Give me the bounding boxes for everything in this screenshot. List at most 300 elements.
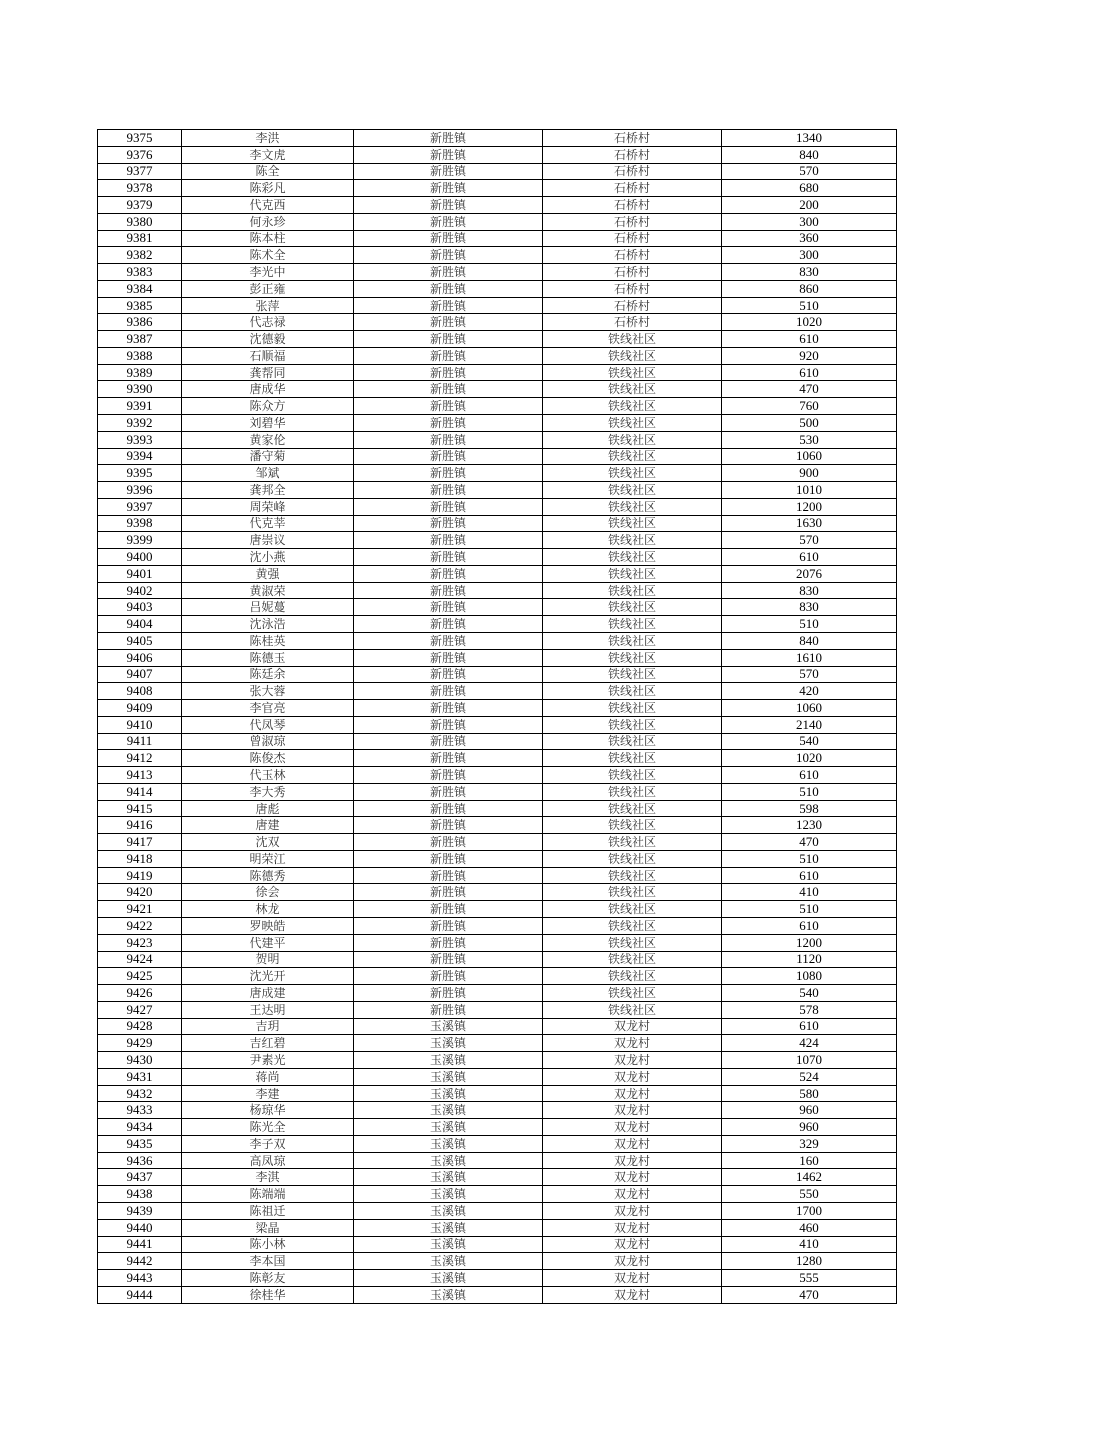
table-row: [98, 213, 897, 230]
person-name-cell: 张大蓉: [182, 683, 354, 700]
person-name-cell: 刘碧华: [182, 415, 354, 432]
amount-cell: 1020: [722, 314, 897, 331]
row-number-cell: 9385: [98, 297, 182, 314]
amount-cell: 1060: [722, 700, 897, 717]
village-name-cell: 石桥村: [543, 264, 722, 281]
row-number-cell: 9418: [98, 850, 182, 867]
table-row: [98, 1102, 897, 1119]
village-name-cell: 铁线社区: [543, 800, 722, 817]
town-name-cell: 新胜镇: [354, 381, 543, 398]
town-name-cell: 新胜镇: [354, 213, 543, 230]
person-name-cell: 陈德秀: [182, 867, 354, 884]
person-name-cell: 代建平: [182, 934, 354, 951]
person-name-cell: 黄淑荣: [182, 582, 354, 599]
village-name-cell: 双龙村: [543, 1018, 722, 1035]
amount-cell: 830: [722, 264, 897, 281]
person-name-cell: 梁晶: [182, 1219, 354, 1236]
town-name-cell: 新胜镇: [354, 901, 543, 918]
row-number-cell: 9439: [98, 1203, 182, 1220]
village-name-cell: 石桥村: [543, 146, 722, 163]
person-name-cell: 何永珍: [182, 213, 354, 230]
village-name-cell: 铁线社区: [543, 599, 722, 616]
table-row: [98, 230, 897, 247]
village-name-cell: 铁线社区: [543, 532, 722, 549]
village-name-cell: 双龙村: [543, 1169, 722, 1186]
row-number-cell: 9403: [98, 599, 182, 616]
village-name-cell: 铁线社区: [543, 733, 722, 750]
town-name-cell: 新胜镇: [354, 448, 543, 465]
town-name-cell: 新胜镇: [354, 867, 543, 884]
town-name-cell: 新胜镇: [354, 364, 543, 381]
town-name-cell: 新胜镇: [354, 549, 543, 566]
village-name-cell: 双龙村: [543, 1035, 722, 1052]
table-row: [98, 465, 897, 482]
row-number-cell: 9396: [98, 482, 182, 499]
row-number-cell: 9409: [98, 700, 182, 717]
row-number-cell: 9429: [98, 1035, 182, 1052]
person-name-cell: 陈术全: [182, 247, 354, 264]
amount-cell: 1020: [722, 750, 897, 767]
town-name-cell: 新胜镇: [354, 968, 543, 985]
town-name-cell: 新胜镇: [354, 565, 543, 582]
person-name-cell: 沈泳浩: [182, 616, 354, 633]
row-number-cell: 9416: [98, 817, 182, 834]
table-row: [98, 431, 897, 448]
village-name-cell: 铁线社区: [543, 331, 722, 348]
amount-cell: 960: [722, 1119, 897, 1136]
table-row: [98, 331, 897, 348]
amount-cell: 410: [722, 884, 897, 901]
person-name-cell: 陈众方: [182, 398, 354, 415]
table-row: [98, 1236, 897, 1253]
table-row: [98, 716, 897, 733]
person-name-cell: 李文虎: [182, 146, 354, 163]
village-name-cell: 铁线社区: [543, 750, 722, 767]
person-name-cell: 李官亮: [182, 700, 354, 717]
row-number-cell: 9426: [98, 985, 182, 1002]
village-name-cell: 铁线社区: [543, 666, 722, 683]
amount-cell: 329: [722, 1135, 897, 1152]
amount-cell: 360: [722, 230, 897, 247]
person-name-cell: 杨琼华: [182, 1102, 354, 1119]
person-name-cell: 吉玥: [182, 1018, 354, 1035]
town-name-cell: 玉溪镇: [354, 1270, 543, 1287]
amount-cell: 1060: [722, 448, 897, 465]
table-row: [98, 1186, 897, 1203]
village-name-cell: 铁线社区: [543, 683, 722, 700]
row-number-cell: 9415: [98, 800, 182, 817]
row-number-cell: 9379: [98, 197, 182, 214]
village-name-cell: 石桥村: [543, 230, 722, 247]
village-name-cell: 铁线社区: [543, 867, 722, 884]
amount-cell: 840: [722, 632, 897, 649]
table-row: [98, 1270, 897, 1287]
village-name-cell: 铁线社区: [543, 951, 722, 968]
person-name-cell: 龚帮同: [182, 364, 354, 381]
town-name-cell: 玉溪镇: [354, 1169, 543, 1186]
person-name-cell: 李大秀: [182, 783, 354, 800]
town-name-cell: 新胜镇: [354, 146, 543, 163]
table-row: [98, 448, 897, 465]
amount-cell: 530: [722, 431, 897, 448]
table-row: [98, 783, 897, 800]
village-name-cell: 双龙村: [543, 1236, 722, 1253]
table-row: [98, 498, 897, 515]
town-name-cell: 新胜镇: [354, 347, 543, 364]
amount-cell: 510: [722, 297, 897, 314]
row-number-cell: 9391: [98, 398, 182, 415]
amount-cell: 160: [722, 1152, 897, 1169]
person-name-cell: 陈桂英: [182, 632, 354, 649]
town-name-cell: 新胜镇: [354, 716, 543, 733]
person-name-cell: 龚邦全: [182, 482, 354, 499]
town-name-cell: 玉溪镇: [354, 1219, 543, 1236]
table-row: [98, 683, 897, 700]
table-row: [98, 1286, 897, 1303]
town-name-cell: 新胜镇: [354, 834, 543, 851]
row-number-cell: 9411: [98, 733, 182, 750]
table-row: [98, 616, 897, 633]
row-number-cell: 9440: [98, 1219, 182, 1236]
row-number-cell: 9376: [98, 146, 182, 163]
town-name-cell: 新胜镇: [354, 666, 543, 683]
row-number-cell: 9382: [98, 247, 182, 264]
amount-cell: 470: [722, 834, 897, 851]
person-name-cell: 李建: [182, 1085, 354, 1102]
amount-cell: 610: [722, 331, 897, 348]
row-number-cell: 9377: [98, 163, 182, 180]
village-name-cell: 双龙村: [543, 1102, 722, 1119]
person-name-cell: 黄家伦: [182, 431, 354, 448]
town-name-cell: 新胜镇: [354, 750, 543, 767]
amount-cell: 610: [722, 549, 897, 566]
table-row: [98, 1169, 897, 1186]
table-row: [98, 398, 897, 415]
row-number-cell: 9432: [98, 1085, 182, 1102]
table-row: [98, 800, 897, 817]
village-name-cell: 铁线社区: [543, 431, 722, 448]
table-row: [98, 314, 897, 331]
amount-cell: 570: [722, 532, 897, 549]
row-number-cell: 9397: [98, 498, 182, 515]
row-number-cell: 9424: [98, 951, 182, 968]
table-row: [98, 146, 897, 163]
row-number-cell: 9402: [98, 582, 182, 599]
amount-cell: 300: [722, 247, 897, 264]
person-name-cell: 罗映皓: [182, 917, 354, 934]
person-name-cell: 徐桂华: [182, 1286, 354, 1303]
row-number-cell: 9412: [98, 750, 182, 767]
row-number-cell: 9375: [98, 130, 182, 147]
person-name-cell: 陈本柱: [182, 230, 354, 247]
town-name-cell: 新胜镇: [354, 465, 543, 482]
table-row: [98, 130, 897, 147]
town-name-cell: 玉溪镇: [354, 1253, 543, 1270]
amount-cell: 680: [722, 180, 897, 197]
village-name-cell: 铁线社区: [543, 649, 722, 666]
amount-cell: 470: [722, 381, 897, 398]
amount-cell: 1010: [722, 482, 897, 499]
town-name-cell: 新胜镇: [354, 616, 543, 633]
person-name-cell: 陈光全: [182, 1119, 354, 1136]
row-number-cell: 9406: [98, 649, 182, 666]
town-name-cell: 新胜镇: [354, 800, 543, 817]
row-number-cell: 9444: [98, 1286, 182, 1303]
amount-cell: 200: [722, 197, 897, 214]
person-name-cell: 陈全: [182, 163, 354, 180]
town-name-cell: 玉溪镇: [354, 1102, 543, 1119]
person-name-cell: 代玉林: [182, 767, 354, 784]
person-name-cell: 沈小燕: [182, 549, 354, 566]
town-name-cell: 新胜镇: [354, 700, 543, 717]
village-name-cell: 铁线社区: [543, 767, 722, 784]
table-row: [98, 934, 897, 951]
village-name-cell: 双龙村: [543, 1270, 722, 1287]
town-name-cell: 玉溪镇: [354, 1085, 543, 1102]
village-name-cell: 铁线社区: [543, 415, 722, 432]
town-name-cell: 新胜镇: [354, 917, 543, 934]
table-row: [98, 381, 897, 398]
row-number-cell: 9443: [98, 1270, 182, 1287]
person-name-cell: 陈廷余: [182, 666, 354, 683]
person-name-cell: 潘守菊: [182, 448, 354, 465]
village-name-cell: 铁线社区: [543, 465, 722, 482]
person-name-cell: 李子双: [182, 1135, 354, 1152]
row-number-cell: 9388: [98, 347, 182, 364]
row-number-cell: 9395: [98, 465, 182, 482]
table-row: [98, 1203, 897, 1220]
village-name-cell: 铁线社区: [543, 917, 722, 934]
amount-cell: 510: [722, 850, 897, 867]
table-row: [98, 901, 897, 918]
row-number-cell: 9410: [98, 716, 182, 733]
town-name-cell: 玉溪镇: [354, 1068, 543, 1085]
village-name-cell: 铁线社区: [543, 884, 722, 901]
person-name-cell: 石顺福: [182, 347, 354, 364]
person-name-cell: 吉红碧: [182, 1035, 354, 1052]
row-number-cell: 9422: [98, 917, 182, 934]
town-name-cell: 新胜镇: [354, 331, 543, 348]
row-number-cell: 9378: [98, 180, 182, 197]
person-name-cell: 徐会: [182, 884, 354, 901]
person-name-cell: 邹斌: [182, 465, 354, 482]
town-name-cell: 玉溪镇: [354, 1052, 543, 1069]
row-number-cell: 9428: [98, 1018, 182, 1035]
table-row: [98, 1119, 897, 1136]
village-name-cell: 石桥村: [543, 163, 722, 180]
village-name-cell: 铁线社区: [543, 448, 722, 465]
amount-cell: 410: [722, 1236, 897, 1253]
village-name-cell: 铁线社区: [543, 616, 722, 633]
table-row: [98, 347, 897, 364]
person-name-cell: 李淇: [182, 1169, 354, 1186]
person-name-cell: 唐崇议: [182, 532, 354, 549]
table-row: [98, 247, 897, 264]
person-name-cell: 明荣江: [182, 850, 354, 867]
table-row: [98, 163, 897, 180]
row-number-cell: 9430: [98, 1052, 182, 1069]
amount-cell: 1280: [722, 1253, 897, 1270]
table-row: [98, 850, 897, 867]
town-name-cell: 新胜镇: [354, 951, 543, 968]
village-name-cell: 铁线社区: [543, 716, 722, 733]
village-name-cell: 铁线社区: [543, 498, 722, 515]
table-row: [98, 364, 897, 381]
row-number-cell: 9399: [98, 532, 182, 549]
table-row: [98, 750, 897, 767]
person-name-cell: 代凤琴: [182, 716, 354, 733]
row-number-cell: 9419: [98, 867, 182, 884]
town-name-cell: 新胜镇: [354, 582, 543, 599]
person-name-cell: 沈德毅: [182, 331, 354, 348]
town-name-cell: 玉溪镇: [354, 1186, 543, 1203]
amount-cell: 1230: [722, 817, 897, 834]
row-number-cell: 9437: [98, 1169, 182, 1186]
town-name-cell: 玉溪镇: [354, 1286, 543, 1303]
village-name-cell: 铁线社区: [543, 817, 722, 834]
town-name-cell: 新胜镇: [354, 884, 543, 901]
amount-cell: 1462: [722, 1169, 897, 1186]
town-name-cell: 新胜镇: [354, 632, 543, 649]
village-name-cell: 铁线社区: [543, 398, 722, 415]
amount-cell: 610: [722, 364, 897, 381]
amount-cell: 1200: [722, 498, 897, 515]
amount-cell: 860: [722, 280, 897, 297]
row-number-cell: 9381: [98, 230, 182, 247]
row-number-cell: 9404: [98, 616, 182, 633]
person-name-cell: 唐成建: [182, 985, 354, 1002]
amount-cell: 610: [722, 767, 897, 784]
village-name-cell: 双龙村: [543, 1152, 722, 1169]
amount-cell: 840: [722, 146, 897, 163]
village-name-cell: 双龙村: [543, 1119, 722, 1136]
amount-cell: 510: [722, 783, 897, 800]
table-row: [98, 767, 897, 784]
row-number-cell: 9427: [98, 1001, 182, 1018]
table-row: [98, 582, 897, 599]
town-name-cell: 新胜镇: [354, 515, 543, 532]
amount-cell: 570: [722, 163, 897, 180]
town-name-cell: 新胜镇: [354, 817, 543, 834]
table-row: [98, 666, 897, 683]
town-name-cell: 玉溪镇: [354, 1203, 543, 1220]
village-name-cell: 双龙村: [543, 1203, 722, 1220]
town-name-cell: 玉溪镇: [354, 1035, 543, 1052]
village-name-cell: 双龙村: [543, 1135, 722, 1152]
row-number-cell: 9392: [98, 415, 182, 432]
village-name-cell: 石桥村: [543, 197, 722, 214]
row-number-cell: 9438: [98, 1186, 182, 1203]
table-row: [98, 968, 897, 985]
table-row: [98, 733, 897, 750]
village-name-cell: 铁线社区: [543, 515, 722, 532]
amount-cell: 900: [722, 465, 897, 482]
person-name-cell: 陈俊杰: [182, 750, 354, 767]
amount-cell: 555: [722, 1270, 897, 1287]
row-number-cell: 9436: [98, 1152, 182, 1169]
amount-cell: 1630: [722, 515, 897, 532]
village-name-cell: 铁线社区: [543, 901, 722, 918]
village-name-cell: 双龙村: [543, 1052, 722, 1069]
amount-cell: 1070: [722, 1052, 897, 1069]
person-name-cell: 陈彩凡: [182, 180, 354, 197]
town-name-cell: 新胜镇: [354, 649, 543, 666]
town-name-cell: 新胜镇: [354, 297, 543, 314]
person-name-cell: 黄强: [182, 565, 354, 582]
town-name-cell: 新胜镇: [354, 985, 543, 1002]
row-number-cell: 9425: [98, 968, 182, 985]
amount-cell: 1340: [722, 130, 897, 147]
row-number-cell: 9433: [98, 1102, 182, 1119]
amount-cell: 300: [722, 213, 897, 230]
row-number-cell: 9420: [98, 884, 182, 901]
table-row: [98, 1135, 897, 1152]
person-name-cell: 唐成华: [182, 381, 354, 398]
person-name-cell: 李光中: [182, 264, 354, 281]
row-number-cell: 9386: [98, 314, 182, 331]
town-name-cell: 新胜镇: [354, 314, 543, 331]
row-number-cell: 9435: [98, 1135, 182, 1152]
row-number-cell: 9414: [98, 783, 182, 800]
town-name-cell: 新胜镇: [354, 130, 543, 147]
row-number-cell: 9407: [98, 666, 182, 683]
table-row: [98, 1068, 897, 1085]
amount-cell: 610: [722, 1018, 897, 1035]
amount-cell: 578: [722, 1001, 897, 1018]
amount-cell: 460: [722, 1219, 897, 1236]
village-name-cell: 铁线社区: [543, 347, 722, 364]
village-name-cell: 铁线社区: [543, 783, 722, 800]
amount-cell: 470: [722, 1286, 897, 1303]
person-name-cell: 沈光开: [182, 968, 354, 985]
row-number-cell: 9400: [98, 549, 182, 566]
person-name-cell: 高凤琼: [182, 1152, 354, 1169]
town-name-cell: 玉溪镇: [354, 1152, 543, 1169]
row-number-cell: 9384: [98, 280, 182, 297]
amount-cell: 1200: [722, 934, 897, 951]
town-name-cell: 新胜镇: [354, 431, 543, 448]
table-row: [98, 197, 897, 214]
row-number-cell: 9413: [98, 767, 182, 784]
village-name-cell: 铁线社区: [543, 582, 722, 599]
row-number-cell: 9387: [98, 331, 182, 348]
amount-cell: 424: [722, 1035, 897, 1052]
amount-cell: 510: [722, 616, 897, 633]
person-name-cell: 代克莘: [182, 515, 354, 532]
table-row: [98, 700, 897, 717]
row-number-cell: 9393: [98, 431, 182, 448]
village-name-cell: 石桥村: [543, 280, 722, 297]
table-row: [98, 415, 897, 432]
row-number-cell: 9408: [98, 683, 182, 700]
amount-cell: 760: [722, 398, 897, 415]
row-number-cell: 9417: [98, 834, 182, 851]
amount-cell: 598: [722, 800, 897, 817]
town-name-cell: 玉溪镇: [354, 1236, 543, 1253]
table-row: [98, 180, 897, 197]
amount-cell: 1120: [722, 951, 897, 968]
village-name-cell: 石桥村: [543, 180, 722, 197]
town-name-cell: 新胜镇: [354, 482, 543, 499]
person-name-cell: 唐彪: [182, 800, 354, 817]
row-number-cell: 9398: [98, 515, 182, 532]
table-row: [98, 1001, 897, 1018]
person-name-cell: 林龙: [182, 901, 354, 918]
town-name-cell: 新胜镇: [354, 280, 543, 297]
row-number-cell: 9423: [98, 934, 182, 951]
town-name-cell: 新胜镇: [354, 180, 543, 197]
town-name-cell: 新胜镇: [354, 683, 543, 700]
